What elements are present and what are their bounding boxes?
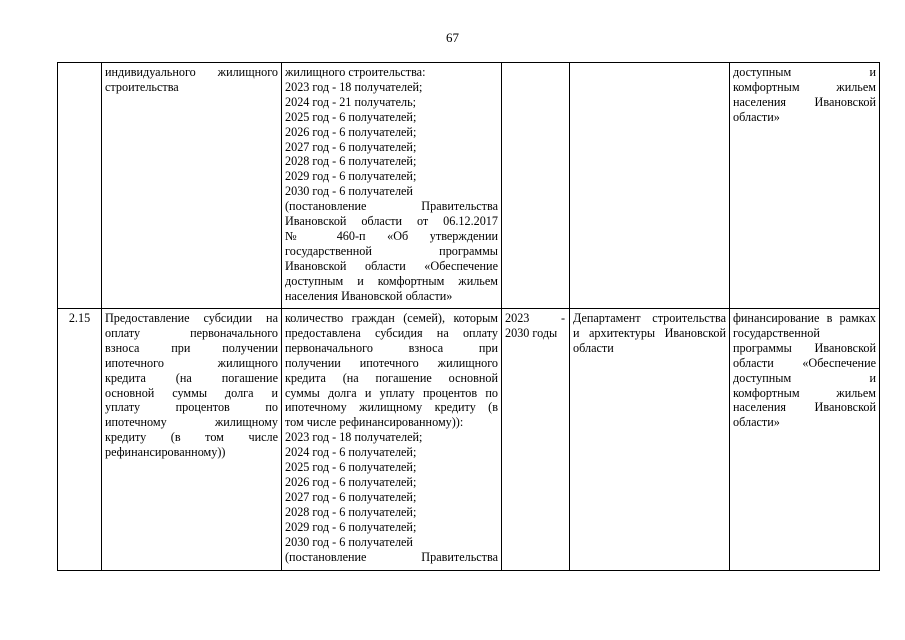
executor-line: Департамент строительства <box>573 311 726 325</box>
table-row <box>58 63 880 309</box>
funding-line: доступным и <box>733 65 876 79</box>
action-line: взноса при получении <box>105 340 278 355</box>
indicator-line: первоначального взноса при <box>285 340 498 355</box>
funding-line: программы Ивановской <box>733 340 876 355</box>
indicator-line: получении ипотечного жилищного <box>285 355 498 370</box>
indicator-line: 2025 год - 6 получателей; <box>285 460 417 475</box>
funding-line: доступным и <box>733 370 876 385</box>
indicator-cell <box>282 309 502 571</box>
indicator-line: 2029 год - 6 получателей; <box>285 169 417 184</box>
indicator-line: (постановление Правительства <box>285 549 498 564</box>
executor-line: и архитектуры Ивановской <box>573 325 726 340</box>
action-line: рефинансированному)) <box>105 445 226 460</box>
indicator-line: 2026 год - 6 получателей; <box>285 124 417 139</box>
indicator-line: том числе рефинансированному)): <box>285 415 464 430</box>
action-line: кредита (на погашение <box>105 370 278 385</box>
executor-cell <box>570 63 730 309</box>
indicator-line: предоставлена субсидия на оплату <box>285 325 498 340</box>
indicator-line: государственной программы <box>285 243 498 258</box>
indicator-line: количество граждан (семей), которым <box>285 311 498 325</box>
period-dash: - <box>560 311 565 325</box>
indicator-line: 2030 год - 6 получателей <box>285 184 413 199</box>
funding-line: финансирование в рамках <box>733 311 876 325</box>
funding-line: области» <box>733 415 780 430</box>
row-number-cell: 2.15 <box>58 309 102 571</box>
indicator-line: 2028 год - 6 получателей; <box>285 154 417 169</box>
indicator-line: кредита (на погашение основной <box>285 370 498 385</box>
indicator-line: 2026 год - 6 получателей; <box>285 474 417 489</box>
funding-line: области» <box>733 109 780 124</box>
executor-line: области <box>573 340 614 355</box>
indicator-line: 2027 год - 6 получателей; <box>285 489 417 504</box>
funding-line: области «Обеспечение <box>733 355 876 370</box>
funding-line: населения Ивановской <box>733 94 876 109</box>
action-line: основной суммы долга и <box>105 385 278 400</box>
period-end: 2030 годы <box>505 325 558 340</box>
action-cell <box>102 63 282 309</box>
period-cell <box>502 309 570 571</box>
indicator-line: 2027 год - 6 получателей; <box>285 139 417 154</box>
funding-line: комфортным жильем <box>733 385 876 400</box>
indicator-line: 2023 год - 18 получателей; <box>285 430 423 445</box>
indicator-line: Ивановской области от 06.12.2017 <box>285 214 498 229</box>
indicator-line: 2025 год - 6 получателей; <box>285 109 417 124</box>
action-line: оплату первоначального <box>105 325 278 340</box>
indicator-line: ипотечному жилищному кредиту (в <box>285 400 498 415</box>
action-cell <box>102 309 282 571</box>
table-row <box>58 309 880 571</box>
funding-cell <box>730 309 880 571</box>
indicator-line: 2024 год - 6 получателей; <box>285 445 417 460</box>
action-line: ипотечному жилищному <box>105 415 278 430</box>
indicator-line: № 460-п «Об утверждении <box>285 228 498 243</box>
indicator-line: 2030 год - 6 получателей <box>285 534 413 549</box>
action-line: Предоставление субсидии на <box>105 311 278 325</box>
funding-line: населения Ивановской <box>733 400 876 415</box>
measures-table <box>57 62 880 571</box>
indicator-line: 2024 год - 21 получатель; <box>285 94 417 109</box>
action-line: строительства <box>105 79 179 94</box>
indicator-line: населения Ивановской области» <box>285 288 453 303</box>
indicator-line: суммы долга и уплату процентов по <box>285 385 498 400</box>
funding-line: комфортным жильем <box>733 79 876 94</box>
indicator-line: доступным и комфортным жильем <box>285 273 498 288</box>
row-number-cell <box>58 63 102 309</box>
indicator-line: 2028 год - 6 получателей; <box>285 504 417 519</box>
period-cell <box>502 63 570 309</box>
indicator-line: Ивановской области «Обеспечение <box>285 258 498 273</box>
indicator-cell <box>282 63 502 309</box>
action-line: кредиту (в том числе <box>105 430 278 445</box>
action-line: ипотечного жилищного <box>105 355 278 370</box>
page-number: 67 <box>446 30 459 45</box>
executor-cell <box>570 309 730 571</box>
indicator-line: жилищного строительства: <box>285 65 426 79</box>
period-start: 2023 <box>505 311 530 325</box>
indicator-line: 2029 год - 6 получателей; <box>285 519 417 534</box>
action-line: индивидуального жилищного <box>105 65 278 79</box>
indicator-line: (постановление Правительства <box>285 199 498 214</box>
funding-line: государственной <box>733 325 820 340</box>
funding-cell <box>730 63 880 309</box>
action-line: уплату процентов по <box>105 400 278 415</box>
indicator-line: 2023 год - 18 получателей; <box>285 79 423 94</box>
